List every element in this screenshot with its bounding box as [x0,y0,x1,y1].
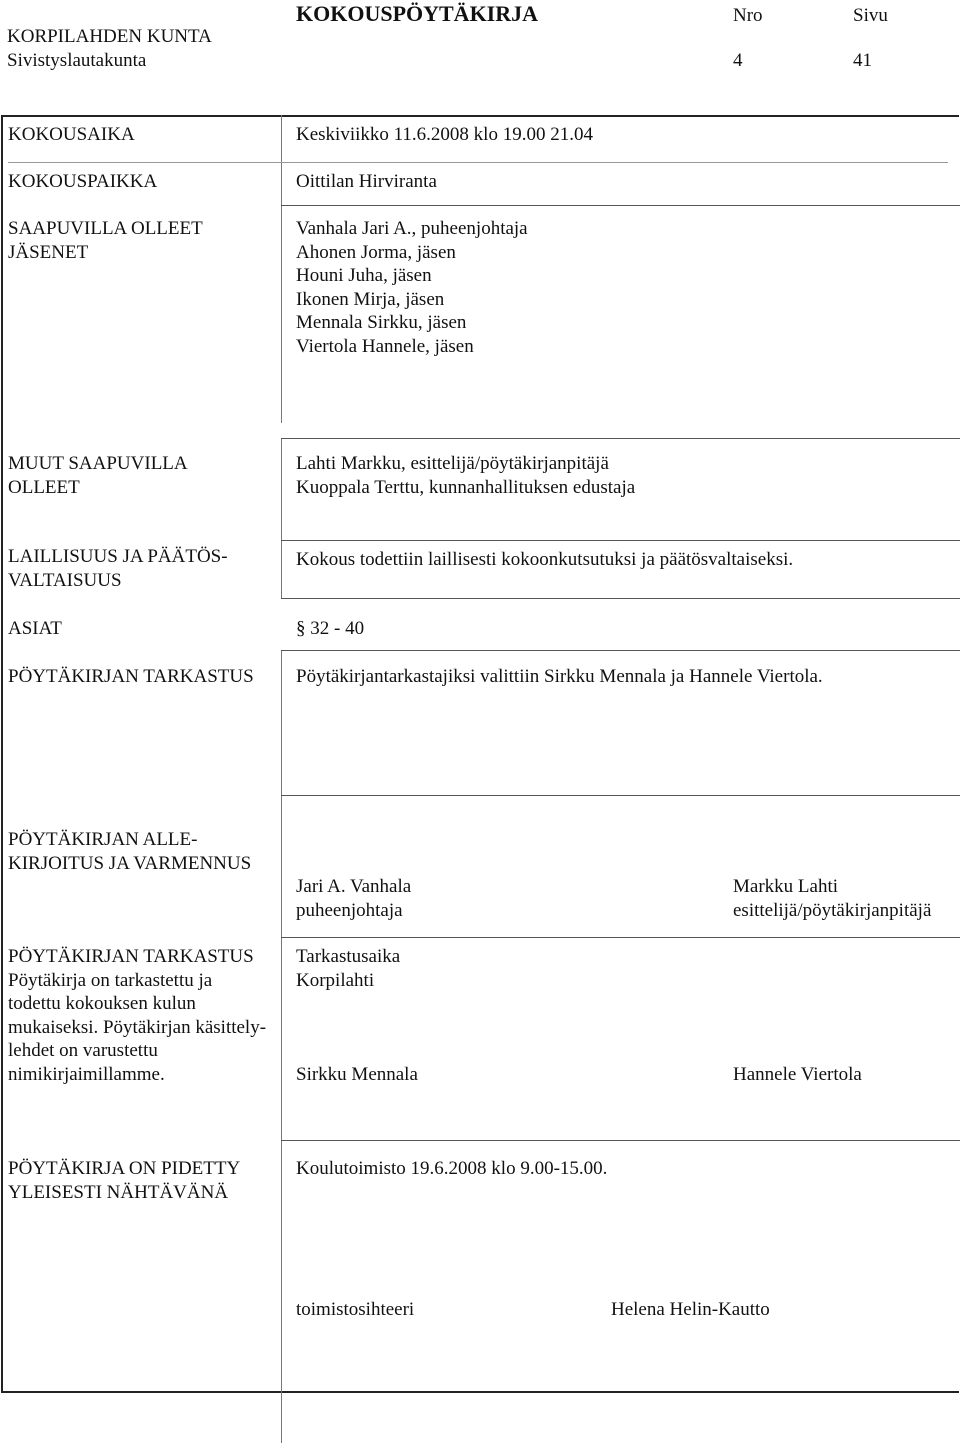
inspection-label-line: PÖYTÄKIRJAN TARKASTUS [8,946,254,967]
divider-line [8,162,948,163]
column-divider [281,1393,282,1443]
public-notice-label-line: PÖYTÄKIRJA ON PIDETTY [8,1158,241,1179]
public-notice-label-line: YLEISESTI NÄHTÄVÄNÄ [8,1181,229,1203]
chair-signature [296,875,411,922]
member-entry: Mennala Sirkku, jäsen [296,312,467,333]
member-entry: Viertola Hannele, jäsen [296,335,474,357]
inspection-time-place [296,945,400,992]
document-title: KOKOUSPÖYTÄKIRJA [296,1,539,26]
secretary-role: esittelijä/pöytäkirjanpitäjä [733,899,932,921]
public-notice-label [8,1157,240,1204]
nro-label: Nro [733,5,763,26]
inspection-place: Korpilahti [296,969,375,991]
column-divider [281,438,282,598]
divider-line [281,438,960,439]
members-label-line: SAAPUVILLA OLLEET [8,218,203,239]
inspector-2-name: Hannele Viertola [733,1064,862,1085]
divider-line [281,937,960,938]
legality-label-line: VALTAISUUS [8,569,122,591]
inspector-1-name: Sirkku Mennala [296,1064,418,1085]
review-label: PÖYTÄKIRJAN TARKASTUS [8,666,254,687]
divider-line [281,1140,960,1141]
chair-name: Jari A. Vanhala [296,876,412,897]
inspection-label-line: lehdet on varustettu [8,1040,158,1061]
matters-value: § 32 - 40 [296,618,365,639]
divider-line [281,650,960,651]
page-value: 41 [853,50,872,71]
inspection-label-line: Pöytäkirja on tarkastettu ja [8,969,213,991]
members-label [8,217,203,264]
others-label [8,452,188,499]
signatures-label-line: KIRJOITUS JA VARMENNUS [8,852,252,874]
other-attendee-entry: Lahti Markku, esittelijä/pöytäkirjanpitäjä [296,453,609,474]
divider-line [281,205,960,206]
other-attendee-entry: Kuoppala Terttu, kunnanhallituksen edustaja [296,476,636,498]
notice-signer-role: toimistosihteeri [296,1299,415,1320]
meeting-place-value: Oittilan Hirviranta [296,171,437,192]
nro-value: 4 [733,50,743,71]
inspection-time-label: Tarkastusaika [296,946,401,967]
members-label-line: JÄSENET [8,241,89,263]
legality-label [8,545,228,592]
member-entry: Ikonen Mirja, jäsen [296,288,445,310]
member-entry: Vanhala Jari A., puheenjohtaja [296,218,528,239]
legality-label-line: LAILLISUUS JA PÄÄTÖS- [8,546,228,567]
others-list [296,452,635,499]
secretary-name: Markku Lahti [733,876,839,897]
members-list [296,217,528,358]
review-value: Pöytäkirjantarkastajiksi valittiin Sirkku Mennala ja Hannele Viertola. [296,666,823,687]
page-label: Sivu [853,5,888,26]
others-label-line: MUUT SAAPUVILLA [8,453,188,474]
chair-role: puheenjohtaja [296,899,403,921]
meeting-time-label: KOKOUSAIKA [8,124,135,145]
legality-value: Kokous todettiin laillisesti kokoonkutsutuksi ja päätösvaltaiseksi. [296,549,794,570]
municipality-name: KORPILAHDEN KUNTA [7,26,212,47]
inspection-label-line: mukaiseksi. Pöytäkirjan käsittely- [8,1016,267,1038]
divider-line [281,540,960,541]
member-entry: Houni Juha, jäsen [296,265,432,286]
matters-label: ASIAT [8,618,62,639]
notice-signer-name: Helena Helin-Kautto [611,1299,770,1320]
public-notice-value: Koulutoimisto 19.6.2008 klo 9.00-15.00. [296,1158,608,1179]
member-entry: Ahonen Jorma, jäsen [296,241,456,263]
secretary-signature [733,875,931,922]
others-label-line: OLLEET [8,476,80,498]
signatures-label-line: PÖYTÄKIRJAN ALLE- [8,829,198,850]
inspection-label [8,945,266,1086]
divider-line [281,598,960,599]
inspection-label-line: nimikirjaimillamme. [8,1063,165,1085]
inspection-label-line: todettu kokouksen kulun [8,993,196,1014]
divider-line [281,795,960,796]
column-divider [281,650,282,1440]
department-name: Sivistyslautakunta [7,50,147,71]
meeting-time-value: Keskiviikko 11.6.2008 klo 19.00 21.04 [296,124,593,145]
signatures-label [8,828,251,875]
meeting-place-label: KOKOUSPAIKKA [8,171,158,192]
